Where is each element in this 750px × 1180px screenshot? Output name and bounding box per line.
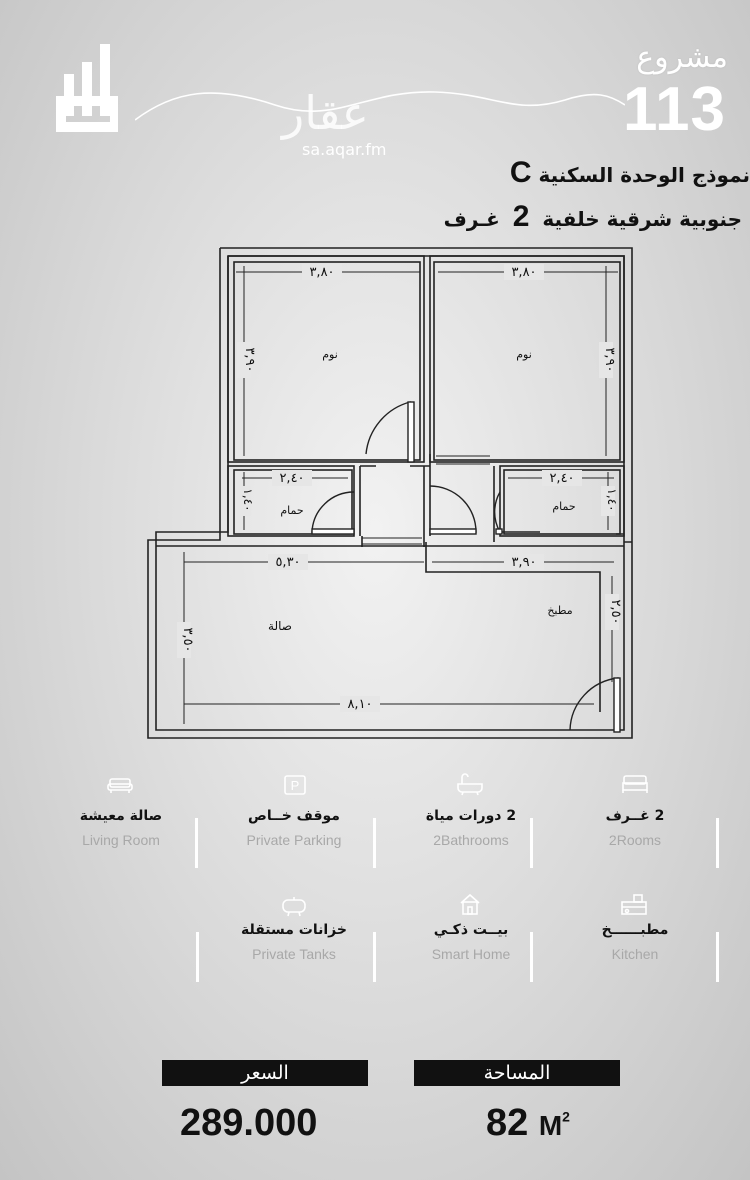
feature-parking-en: Private Parking bbox=[246, 832, 342, 848]
dim-room2-width: ٣,٨٠ bbox=[511, 265, 537, 280]
bath1-label: حمام bbox=[280, 504, 304, 517]
watermark-url: sa.aqar.fm bbox=[302, 140, 387, 159]
feature-separator bbox=[373, 818, 376, 868]
door-bedroom-1 bbox=[366, 402, 410, 462]
feature-living-room-ar: صالة معيشة bbox=[79, 808, 163, 824]
feature-separator bbox=[716, 932, 719, 982]
parking-icon bbox=[283, 774, 307, 796]
dim-bath2-width: ٢,٤٠ bbox=[549, 471, 575, 486]
feature-separator bbox=[196, 932, 199, 982]
dim-room2-depth: ٣,٩٠ bbox=[602, 347, 617, 373]
kitchen-label: مطبخ bbox=[547, 604, 573, 617]
feature-tanks bbox=[209, 910, 379, 962]
area-label: المساحة bbox=[414, 1060, 620, 1086]
bed-icon bbox=[621, 774, 649, 794]
dim-bath1-depth: ١,٤٠ bbox=[241, 488, 255, 512]
feature-bathrooms-ar: 2 دورات مياة bbox=[425, 808, 517, 824]
door-bath-2 bbox=[495, 492, 540, 532]
rooms-count: 2 bbox=[512, 200, 530, 233]
dim-hall-width: ٥,٣٠ bbox=[275, 555, 301, 570]
feature-kitchen-en: Kitchen bbox=[611, 946, 659, 962]
feature-separator bbox=[716, 818, 719, 868]
project-label: مشروع bbox=[636, 40, 728, 75]
unit-model-line bbox=[504, 156, 750, 190]
feature-separator bbox=[530, 932, 533, 982]
feature-kitchen bbox=[550, 910, 720, 962]
area-value-group bbox=[486, 1102, 570, 1145]
feature-rooms bbox=[550, 796, 720, 848]
rooms-word: غـرف bbox=[443, 207, 500, 231]
dim-room1-width: ٣,٨٠ bbox=[309, 265, 335, 280]
svg-text:P: P bbox=[290, 778, 300, 793]
dim-hall-depth: ٣,٥٠ bbox=[180, 627, 195, 653]
feature-separator bbox=[195, 818, 198, 868]
watermark-text: عقار bbox=[282, 86, 369, 140]
feature-tanks-ar: خزانات مستقلة bbox=[241, 922, 347, 938]
dim-total-width: ٨,١٠ bbox=[347, 697, 373, 712]
feature-rooms-en: 2Rooms bbox=[608, 832, 662, 848]
orientation-line bbox=[444, 200, 742, 234]
feature-rooms-ar: 2 غــرف bbox=[605, 808, 665, 824]
feature-separator bbox=[373, 932, 376, 982]
dim-bath1-width: ٢,٤٠ bbox=[279, 471, 305, 486]
feature-smart-home-ar: بيــت ذكـي bbox=[433, 922, 509, 938]
dim-room1-depth: ٣,٩٠ bbox=[242, 347, 257, 373]
developer-logo bbox=[52, 40, 124, 136]
door-kitchen bbox=[570, 678, 618, 732]
bathtub-icon bbox=[456, 772, 484, 796]
hall-label: صالة bbox=[268, 619, 292, 633]
dim-bath2-depth: ١,٤٠ bbox=[605, 488, 619, 512]
orientation-text: جنوبية شرقية خلفية bbox=[542, 207, 742, 231]
feature-bathrooms-en: 2Bathrooms bbox=[433, 832, 509, 848]
floor-plan bbox=[140, 242, 640, 742]
inner-wall bbox=[156, 256, 624, 730]
price-label: السعر bbox=[162, 1060, 368, 1086]
area-value: 82 bbox=[486, 1102, 529, 1144]
room1-label: نوم bbox=[322, 348, 338, 361]
project-number: 113 bbox=[622, 75, 726, 144]
room2-label: نوم bbox=[516, 348, 532, 361]
feature-kitchen-ar: مطبــــــخ bbox=[601, 922, 669, 938]
model-label: نموذج الوحدة السكنية bbox=[538, 163, 750, 187]
feature-smart-home-en: Smart Home bbox=[431, 946, 511, 962]
price-value: 289.000 bbox=[180, 1102, 318, 1144]
feature-separator bbox=[530, 818, 533, 868]
bedroom-2-inner bbox=[434, 262, 620, 460]
feature-tanks-en: Private Tanks bbox=[252, 946, 336, 962]
bedroom-1-inner bbox=[234, 262, 420, 460]
feature-living-room-en: Living Room bbox=[82, 832, 160, 848]
feature-living-room bbox=[36, 796, 206, 848]
wave-decoration bbox=[135, 80, 625, 130]
sofa-icon bbox=[106, 775, 134, 795]
bath2-label: حمام bbox=[552, 500, 576, 513]
feature-parking bbox=[209, 796, 379, 848]
door-bath-1 bbox=[312, 492, 354, 532]
area-unit: M bbox=[538, 1110, 563, 1141]
outer-wall bbox=[148, 248, 632, 738]
area-unit-sup: 2 bbox=[562, 1108, 570, 1125]
model-letter: C bbox=[509, 156, 532, 189]
feature-parking-ar: موقف خــاص bbox=[248, 808, 340, 824]
corridor-wall bbox=[360, 466, 430, 547]
dim-kitchen-width: ٣,٩٠ bbox=[511, 555, 537, 570]
door-corridor bbox=[430, 486, 476, 532]
dim-kitchen-depth: ٢,٥٠ bbox=[608, 599, 623, 625]
